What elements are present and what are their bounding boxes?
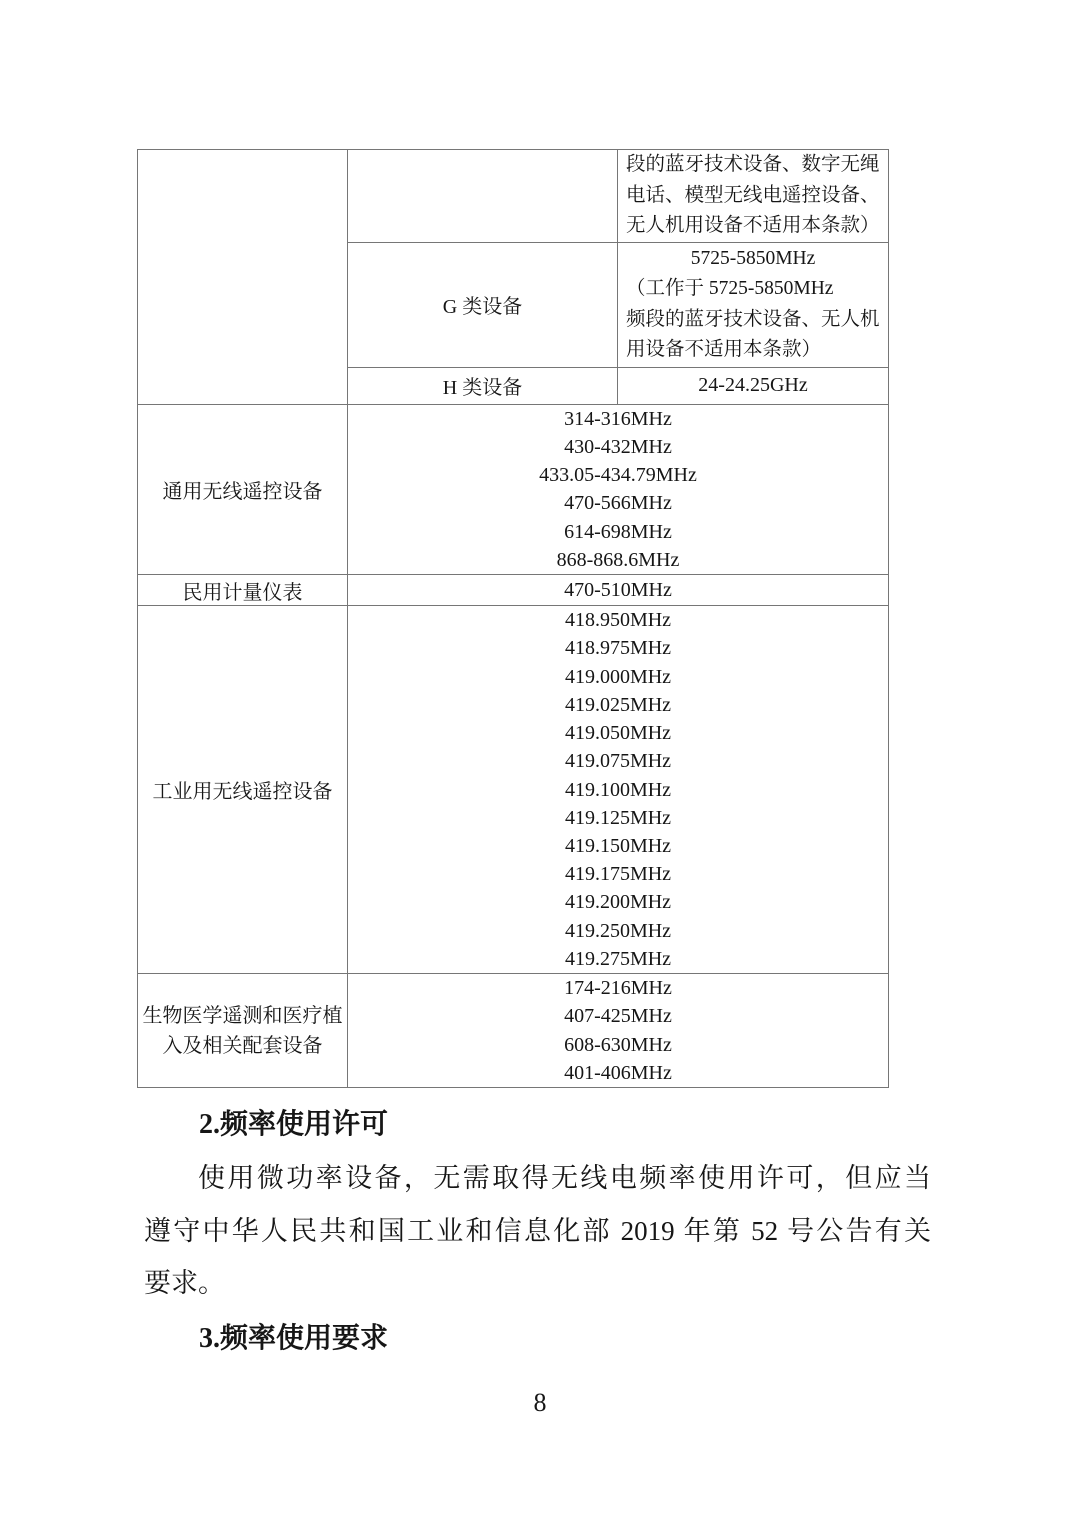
section-heading-3: 3.频率使用要求 bbox=[199, 1323, 389, 1354]
frequency-cell-biomedical bbox=[348, 973, 889, 1087]
frequency-value: 419.075MHz bbox=[564, 750, 672, 773]
paragraph-line: 遵守中华人民共和国工业和信息化部 2019 年第 52 号公告有关 bbox=[144, 1215, 931, 1246]
category-label-line: 生物医学遥测和医疗植 bbox=[142, 1004, 343, 1027]
frequency-note-line: 无人机用设备不适用本条款） bbox=[626, 215, 880, 236]
frequency-table bbox=[137, 149, 889, 1088]
frequency-value: 868-868.6MHz bbox=[556, 548, 680, 571]
frequency-value: 419.000MHz bbox=[564, 665, 672, 688]
frequency-note-line: 段的蓝牙技术设备、数字无绳 bbox=[626, 154, 880, 175]
frequency-value: 401-406MHz bbox=[564, 1061, 672, 1084]
body-paragraph bbox=[144, 1152, 931, 1310]
frequency-value: 5725-5850MHz bbox=[690, 247, 816, 269]
frequency-value: 419.025MHz bbox=[564, 693, 672, 716]
table-row-general-remote bbox=[138, 404, 889, 575]
frequency-value: 470-566MHz bbox=[564, 492, 672, 515]
device-class-cell: G 类设备 bbox=[348, 242, 618, 367]
device-class-cell-empty bbox=[348, 150, 618, 243]
frequency-note-line: 电话、模型无线电遥控设备、 bbox=[626, 184, 880, 206]
frequency-value: 418.950MHz bbox=[564, 609, 672, 632]
frequency-value: 419.150MHz bbox=[564, 834, 672, 857]
table-row-continuation bbox=[138, 150, 889, 243]
table-row-civil-metering bbox=[138, 575, 889, 606]
frequency-value: 419.200MHz bbox=[564, 891, 672, 914]
category-label-line: 入及相关配套设备 bbox=[162, 1034, 323, 1057]
frequency-value: 419.125MHz bbox=[564, 806, 672, 829]
frequency-note-line: 用设备不适用本条款） bbox=[626, 339, 822, 360]
frequency-value: 419.175MHz bbox=[564, 863, 672, 886]
frequency-value: 430-432MHz bbox=[564, 435, 672, 458]
frequency-value: 418.975MHz bbox=[564, 637, 672, 660]
frequency-value: 614-698MHz bbox=[564, 520, 672, 543]
frequency-value: 433.05-434.79MHz bbox=[539, 464, 697, 487]
frequency-cell-continuation bbox=[618, 150, 889, 243]
frequency-value: 419.100MHz bbox=[564, 778, 672, 801]
frequency-value: 174-216MHz bbox=[564, 976, 672, 999]
category-cell-empty bbox=[138, 150, 348, 405]
frequency-note-line: （工作于 5725-5850MHz bbox=[626, 278, 834, 299]
section-heading-2: 2.频率使用许可 bbox=[199, 1109, 389, 1140]
frequency-cell-industrial bbox=[348, 606, 889, 974]
frequency-value: 419.050MHz bbox=[564, 722, 672, 745]
frequency-value: 419.250MHz bbox=[564, 919, 672, 942]
paragraph-line: 使用微功率设备，无需取得无线电频率使用许可，但应当 bbox=[198, 1163, 931, 1193]
frequency-note-line: 频段的蓝牙技术设备、无人机 bbox=[626, 308, 880, 330]
table-row-industrial-remote bbox=[138, 606, 889, 974]
frequency-value: 407-425MHz bbox=[564, 1005, 672, 1028]
device-class-cell: H 类设备 bbox=[348, 367, 618, 404]
paragraph-line: 要求。 bbox=[144, 1268, 225, 1298]
category-cell bbox=[138, 973, 348, 1087]
frequency-value: 608-630MHz bbox=[564, 1033, 672, 1056]
frequency-cell-g bbox=[618, 242, 889, 367]
category-cell: 民用计量仪表 bbox=[138, 575, 348, 606]
frequency-value: 419.275MHz bbox=[564, 947, 672, 970]
table-row-biomedical bbox=[138, 973, 889, 1087]
frequency-value: 314-316MHz bbox=[564, 407, 672, 430]
frequency-cell-general bbox=[348, 404, 889, 575]
page-number: 8 bbox=[533, 1388, 547, 1417]
category-cell: 通用无线遥控设备 bbox=[138, 404, 348, 575]
category-cell: 工业用无线遥控设备 bbox=[138, 606, 348, 974]
frequency-cell-metering: 470-510MHz bbox=[348, 575, 889, 606]
frequency-cell-h: 24-24.25GHz bbox=[618, 367, 889, 404]
